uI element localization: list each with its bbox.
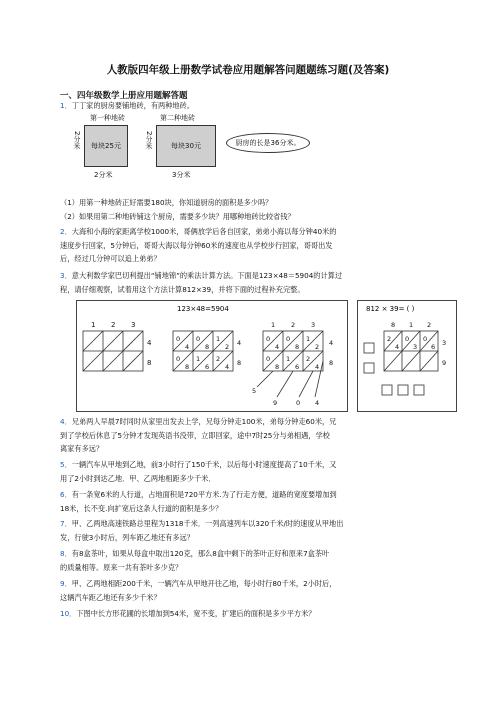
- tile2-side-label: 2分米: [145, 131, 153, 150]
- q1-sub1: （1）用第一种地砖正好需要180块，你知道厨房的面积是多少吗？: [60, 198, 273, 207]
- digit: 0: [266, 335, 271, 343]
- digit: 2: [216, 355, 221, 363]
- question-number: 6．: [60, 490, 72, 499]
- digit: 3: [131, 321, 136, 329]
- question-text: 离家有多远？: [60, 444, 104, 453]
- question-text: 下图中长方形花圃的长增加到54米，宽不变，扩建后的面积是多少平方米？: [76, 609, 316, 618]
- digit: 0: [196, 335, 201, 343]
- digit: 3: [413, 343, 418, 351]
- digit: 3: [442, 339, 447, 347]
- lattice-a: [83, 331, 143, 371]
- question-8: [60, 547, 440, 574]
- question-number: 5．: [60, 460, 72, 469]
- question-text: 18米，长不变.向扩宽后这条人行道的面积是多少？: [60, 503, 223, 513]
- digit: 4: [225, 363, 230, 371]
- question-text: 甲、乙两地高速铁路总里程为1318千米．一列高速列车以320千米/时的速度从甲地出: [71, 519, 344, 528]
- digit: 5: [252, 387, 257, 395]
- tile2-price: 每块30元: [171, 142, 201, 150]
- digit: 0: [405, 335, 410, 343]
- question-text: 程，请仔细观察，试着用这个方法计算812×39，并将下面的过程补充完整。: [60, 284, 305, 294]
- digit: 2: [111, 321, 116, 329]
- digit: 0: [296, 399, 301, 407]
- question-text: 兄弟两人早晨7时同时从家里出发去上学，兄每分钟走100米，弟每分钟走60米，兄: [71, 417, 337, 426]
- digit: 1: [271, 321, 276, 329]
- digit: 2: [387, 335, 392, 343]
- digit: 4: [315, 399, 320, 407]
- digit: 1: [91, 321, 96, 329]
- digit: 9: [273, 399, 278, 407]
- digit: 0: [176, 335, 181, 343]
- digit: 1: [196, 355, 201, 363]
- tile1-side-label: 2分米: [73, 131, 81, 150]
- digit: 2: [427, 321, 432, 329]
- question-text: 有一条宽6米的人行道，占地面积是720平方米.为了行走方便，道路的宽度要增加到: [71, 490, 337, 499]
- question-2: [60, 225, 440, 266]
- doc-title: 人教版四年级上册数学试卷应用题解答问题题练习题(及答案): [106, 64, 390, 76]
- digit: 4: [329, 339, 334, 347]
- question-3: [60, 269, 440, 296]
- digit: 8: [185, 363, 190, 371]
- question-number: 1．: [60, 101, 72, 110]
- question-text: 丁丁家的厨房要铺地砖，有两种地砖。: [71, 101, 194, 110]
- answer-box[interactable]: [364, 363, 374, 373]
- digit: 8: [391, 321, 396, 329]
- digit: 9: [442, 359, 447, 367]
- lattice-b: [173, 331, 233, 371]
- tile1-title: 第一种地砖: [90, 114, 125, 122]
- question-5: [60, 458, 440, 485]
- question-text: 意大利数学家巴切利提出“铺地锦”的乘法计算方法。下面是123×48＝5904的计算过: [71, 271, 343, 280]
- digit: 1: [286, 355, 291, 363]
- question-7: [60, 517, 440, 544]
- digit: 8: [147, 359, 152, 367]
- question-text: 有8盒茶叶，如果从每盒中取出120克，那么8盒中剩下的茶叶正好和原来7盒茶叶: [71, 549, 330, 558]
- answer-box[interactable]: [364, 343, 374, 353]
- tile1-price: 每块25元: [91, 142, 121, 150]
- question-text: 的质量相等。原来一共有茶叶多少克？: [60, 562, 183, 572]
- digit: 2: [225, 343, 230, 351]
- question-text: 后，经过几分钟可以追上弟弟？: [60, 254, 161, 263]
- lattice-svg: [77, 301, 347, 411]
- digit: 8: [205, 343, 210, 351]
- question-text: 大海和小海的家距离学校1000米，哥俩放学后各自回家，弟弟小海以每分钟40米的: [71, 227, 337, 236]
- digit: 4: [147, 339, 152, 347]
- question-4: [60, 415, 440, 456]
- digit: 6: [205, 363, 210, 371]
- grid-title: 123×48=5904: [177, 305, 229, 313]
- answer-box[interactable]: [398, 385, 408, 395]
- tile-figure: [70, 113, 350, 188]
- question-text: 到了学校后休息了5分钟才发现英语书没带，立即回家，途中7时25分与弟相遇，学校: [60, 430, 330, 440]
- tile1-bottom-label: 2分米: [94, 171, 113, 179]
- tile2-title: 第二种地砖: [160, 114, 195, 122]
- q1-sub2: （2）如果用第二种地砖铺这个厨房，需要多少块？用哪种地砖比较省钱？: [60, 212, 295, 221]
- digit: 2: [315, 343, 320, 351]
- digit: 1: [409, 321, 414, 329]
- question-number: 4．: [60, 417, 72, 426]
- digit: 1: [306, 335, 311, 343]
- question-1: [60, 99, 440, 113]
- tile2-bottom-label: 3分米: [172, 171, 191, 179]
- lattice-task: [357, 300, 457, 412]
- digit: 2: [306, 355, 311, 363]
- digit: 4: [237, 339, 242, 347]
- answer-box[interactable]: [414, 385, 424, 395]
- question-text: 这辆汽车距乙地还有多少千米？: [60, 592, 161, 602]
- digit: 0: [176, 355, 181, 363]
- question-number: 7．: [60, 519, 72, 528]
- grid2-title: 812 × 39= ( ): [366, 305, 415, 313]
- digit: 8: [237, 359, 242, 367]
- digit: 8: [295, 343, 300, 351]
- question-number: 10．: [60, 609, 77, 618]
- answer-box[interactable]: [382, 385, 392, 395]
- digit: 4: [275, 343, 280, 351]
- digit: 0: [423, 335, 428, 343]
- digit: 4: [185, 343, 190, 351]
- question-text: 用了2小时到达乙地．甲、乙两地相距多少千米．: [60, 473, 216, 483]
- question-text: 甲、乙两地相距200千米，一辆汽车从甲地开往乙地，每小时行80千米，2小时后，: [71, 579, 337, 588]
- question-10: [60, 607, 440, 621]
- question-6: [60, 488, 440, 515]
- digit: 4: [315, 363, 320, 371]
- digit: 2: [291, 321, 296, 329]
- digit: 6: [295, 363, 300, 371]
- tile2: [156, 125, 216, 167]
- lattice-task-svg: [358, 301, 456, 411]
- digit: 6: [431, 343, 436, 351]
- lattice-figure: [76, 300, 348, 412]
- digit: 8: [329, 359, 334, 367]
- question-9: [60, 577, 440, 604]
- question-number: 8．: [60, 549, 72, 558]
- question-text: 一辆汽车从甲地到乙地，前3小时行了150千米，以后每小时速度提高了10千米，又: [71, 460, 337, 469]
- tile1: [84, 125, 128, 167]
- digit: 0: [266, 355, 271, 363]
- digit: 4: [395, 343, 400, 351]
- digit: 0: [286, 335, 291, 343]
- question-number: 9．: [60, 579, 72, 588]
- question-text: 发，行驶3小时后，列车距乙地还有多远？: [60, 532, 194, 542]
- speech-bubble: 厨房的长是36分米。: [226, 133, 310, 153]
- section-heading: 一、四年级数学上册应用题解答题: [60, 91, 188, 101]
- question-number: 2．: [60, 227, 72, 236]
- question-number: 3．: [60, 271, 72, 280]
- digit: 1: [216, 335, 221, 343]
- digit: 3: [311, 321, 316, 329]
- digit: 8: [275, 363, 280, 371]
- question-text: 速度步行回家，5分钟后，哥哥大海以每分钟60米的速度也从学校步行回家，哥哥出发: [60, 240, 333, 250]
